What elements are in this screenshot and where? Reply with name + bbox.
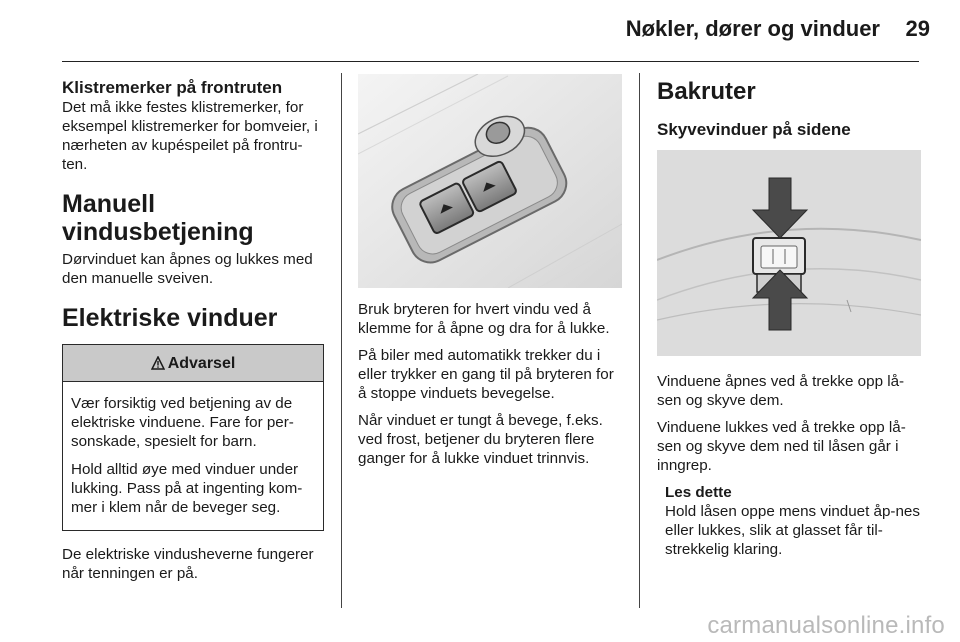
warning-box (62, 344, 324, 531)
page-number: 29 (905, 16, 930, 41)
switch-paragraph-1: Bruk bryteren for hvert vindu ved å klemme for å åpne og dra for å lukke. (358, 301, 610, 337)
note-box (657, 483, 927, 559)
manual-window-text: Dørvinduet kan åpnes og lukkes med den manuelle sveiven. (62, 251, 313, 287)
electric-windows-text: De elektriske vindusheverne fungerer når tenningen er på. (62, 546, 314, 582)
manual-window-heading: Manuell vindusbetjening (62, 190, 254, 246)
sliding-windows-subheading: Skyvevinduer på sidene (657, 120, 851, 139)
column-divider-2 (639, 73, 640, 608)
right-column-text (657, 372, 927, 559)
open-windows-text: Vinduene åpnes ved å trekke opp lå-sen og skyve dem. (657, 373, 905, 409)
page-header-title: Nøkler, dører og vinduer (625, 16, 880, 41)
sliding-window-latch-illustration (657, 150, 921, 356)
electric-windows-heading: Elektriske vinduer (62, 304, 278, 332)
header-divider (62, 61, 919, 62)
column-divider-1 (341, 73, 342, 608)
middle-column-text (358, 300, 626, 476)
warning-paragraph-1: Vær forsiktig ved betjening av de elektriske vinduene. Fare for per-sonskade, spesielt for barn. (71, 395, 294, 450)
warning-paragraph-2: Hold alltid øye med vinduer under lukking. Pass på at ingenting kom-mer i klem når de beveger seg. (71, 461, 303, 516)
close-windows-text: Vinduene lukkes ved å trekke opp lå-sen og skyve dem ned til låsen går i inngrep. (657, 419, 906, 474)
stickers-text: Det må ikke festes klistremerker, for eksempel klistremerker for bomveier, i nærheten av kupéspeilet på frontru-ten. (62, 99, 318, 173)
note-label: Les dette (665, 484, 732, 501)
warning-title: Advarsel (167, 354, 236, 372)
switch-paragraph-2: På biler med automatikk trekker du i eller trykker en gang til på bryteren for å stoppe vinduets bevegelse. (358, 347, 614, 402)
right-column-headings (657, 78, 927, 140)
left-column (62, 78, 324, 591)
note-text: Hold låsen oppe mens vinduet åp-nes eller lukkes, slik at glasset får til-strekkelig klaring. (665, 503, 920, 558)
warning-body (63, 382, 323, 530)
watermark: carmanualsonline.info (707, 612, 945, 639)
stickers-heading: Klistremerker på frontruten (62, 78, 283, 97)
rear-windows-heading: Bakruter (657, 78, 756, 105)
switch-paragraph-3: Når vinduet er tungt å bevege, f.eks. ved frost, betjener du bryteren flere ganger for å lukke vinduet trinnvis. (358, 412, 603, 467)
window-switch-illustration (358, 74, 622, 288)
warning-triangle-icon (151, 356, 165, 370)
warning-header (63, 345, 323, 382)
